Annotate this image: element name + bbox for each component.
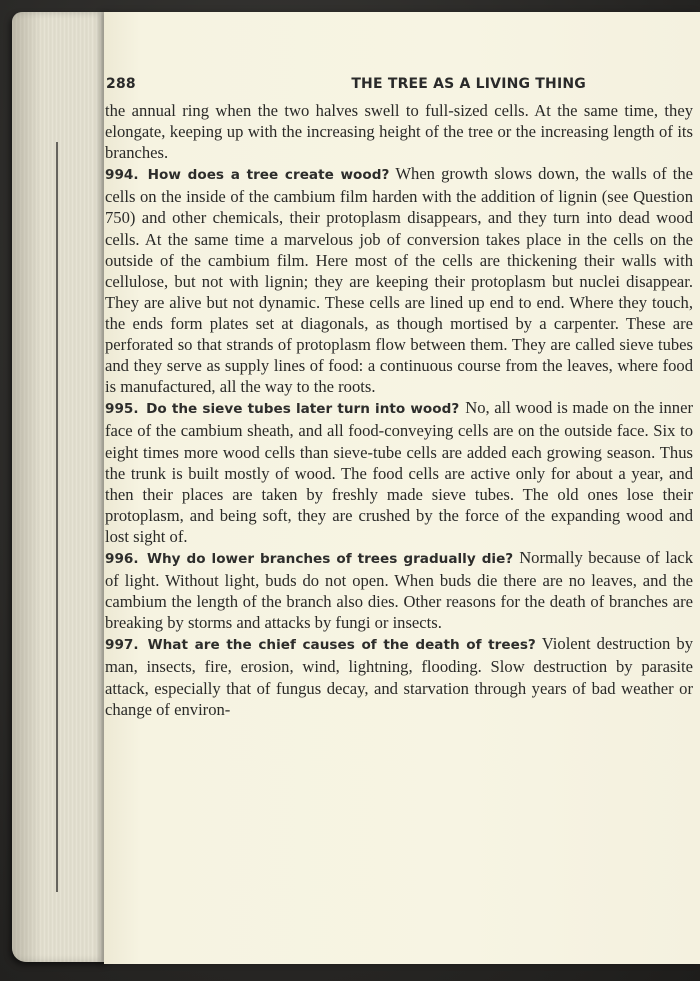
question-section-995 — [105, 397, 693, 547]
question-section-996 — [105, 547, 693, 633]
running-head — [0, 76, 592, 96]
question-number: 995. — [105, 401, 139, 418]
page-body — [105, 100, 693, 720]
page-number: 288 — [106, 76, 136, 92]
answer-text: Normally because of lack of light. Without light, buds do not open. When buds die there are no leaves, and the cambium the length of the branch also dies. Other reasons for the death of branches are breaking by storms and attacks by fungi or insects. — [105, 547, 694, 633]
question-heading: How does a tree create wood? — [147, 167, 390, 184]
question-section-997 — [105, 633, 693, 719]
question-heading: Why do lower branches of trees gradually die? — [146, 550, 514, 567]
question-heading: What are the chief causes of the death of trees? — [147, 637, 536, 654]
question-section-994 — [105, 163, 693, 397]
question-heading: Do the sieve tubes later turn into wood? — [146, 401, 460, 418]
book-page-edges — [12, 12, 108, 962]
answer-text: When growth slows down, the walls of the cells on the inside of the cambium film harden with the addition of lignin (see Question 750) and other chemicals, their protoplasm disappears, and they turn into dead wood cells. At the same time a marvelous job of conversion takes place in the cells on the outside of the cambium film. Here most of the cells are thickening their walls with cellulose, but not with lignin; they are keeping their protoplasm but nuclei disappear. They are alive but not dynamic. These cells are lined up end to end. Where they touch, the ends form plates set at diagonals, as though mortised by a carpenter. These are perforated so that strands of protoplasm flow between them. They are called sieve tubes and they serve as supply lines of food: a continuous course from the leaves, where food is manufactured, all the way to the roots. — [105, 164, 693, 397]
question-number: 996. — [105, 550, 139, 567]
intro-paragraph: the annual ring when the two halves swell to full-sized cells. At the same time, they elongate, keeping up with the increasing height of the tree or the increasing length of its branches. — [105, 101, 693, 163]
answer-text: No, all wood is made on the inner face of the cambium sheath, and all food-conveying cells are on the outside face. Six to eight times more wood cells than sieve-tube cells are added each growing season. Thus the trunk is built mostly of wood. The food cells are active only for about a year, and then their places are taken by freshly made sieve tubes. The old ones lose their protoplasm, and being soft, they are crushed by the force of the expanding wood and lost sight of. — [105, 398, 693, 546]
chapter-title: THE TREE AS A LIVING THING — [351, 76, 586, 92]
question-number: 997. — [105, 637, 139, 654]
question-number: 994. — [105, 167, 139, 184]
answer-text: Violent destruction by man, insects, fire, erosion, wind, lightning, flooding. Slow destruction by parasite attack, especially that of fungus decay, and starvation through years of bad weather or change of environ- — [105, 634, 693, 719]
